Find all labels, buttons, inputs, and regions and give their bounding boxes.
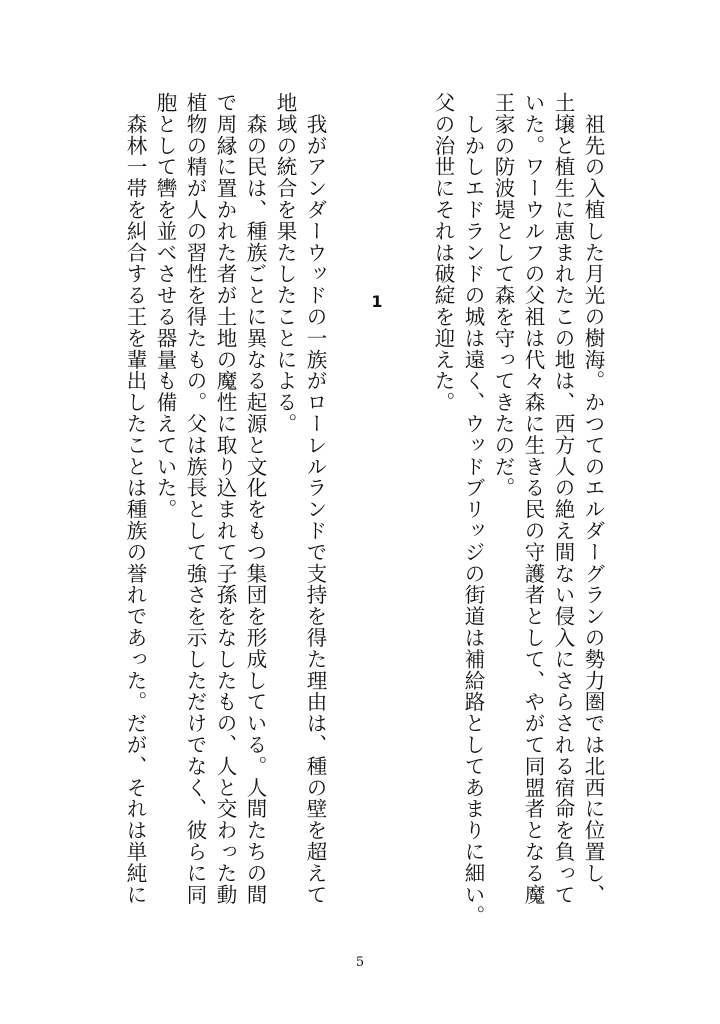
text-column-9: 森の民は、種族ごとに異なる起源と文化をもつ集団を形成している。人間たちの間: [243, 92, 267, 906]
text-column-4: 王家の防波堤として森を守ってきたのだ。: [491, 92, 515, 499]
text-column-7: 我がアンダーウッドの一族がローレルランドで支持を得た理由は、種の壁を超えて: [303, 92, 327, 906]
text-column-1: 祖先の入植した月光の樹海。かつてのエルダーグランの勢力圏では北西に位置し、: [581, 92, 605, 906]
text-column-10: で周縁に置かれた者が土地の魔性に取り込まれて子孫をなしたもの、人と交わった動: [213, 92, 237, 906]
text-column-6: 父の治世にそれは破綻を迎えた。: [431, 92, 455, 413]
text-column-8: 地域の統合を果たしたことによる。: [273, 92, 297, 435]
text-column-12: 胞として轡を並べさせる器量も備えていた。: [153, 92, 177, 520]
text-column-11: 植物の精が人の習性を得たもの。父は族長として強さを示しただけでなく、彼らに同: [183, 92, 207, 906]
section-heading: 1: [371, 292, 383, 311]
text-column-13: 森林一帯を糾合する王を輩出したことは種族の誉れであった。だが、それは単純に: [123, 92, 147, 906]
text-column-5: しかしエドランドの城は遠く、ウッドブリッジの街道は補給路としてあまりに細い。: [461, 92, 485, 927]
text-column-2: 土壌と植生に恵まれたこの地は、西方人の絶え間ない侵入にさらされる宿命を負って: [551, 92, 575, 906]
page-number: 5: [355, 955, 365, 970]
text-column-3: いた。ワーウルフの父祖は代々森に生きる民の守護者として、やがて同盟者となる魔: [521, 92, 545, 906]
